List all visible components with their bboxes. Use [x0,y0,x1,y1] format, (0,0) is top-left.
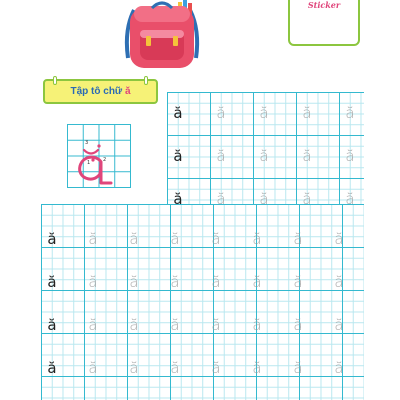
model-letter: ă [47,273,57,291]
trace-letter[interactable]: ă [293,316,303,334]
demo-letter-figure [67,124,131,188]
trace-letter[interactable]: ă [259,190,269,208]
sticker-label: Sticker [307,0,341,10]
trace-letter[interactable]: ă [129,316,139,334]
trace-letter[interactable]: ă [129,273,139,291]
trace-letter[interactable]: ă [345,190,355,208]
model-letter: ă [47,316,57,334]
stroke-number-1: 1 [87,160,91,166]
trace-letter[interactable]: ă [302,190,312,208]
stroke-number-3: 3 [85,140,89,146]
trace-letter[interactable]: ă [170,316,180,334]
trace-letter[interactable]: ă [334,230,344,248]
trace-letter[interactable]: ă [211,316,221,334]
trace-letter[interactable]: ă [88,273,98,291]
trace-letter[interactable]: ă [293,273,303,291]
trace-letter[interactable]: ă [211,359,221,377]
stroke-number-2: 2 [103,157,107,163]
trace-letter[interactable]: ă [211,273,221,291]
title-prefix: Tập tô chữ [70,86,125,97]
trace-letter[interactable]: ă [334,359,344,377]
demo-letter-a-stroke [80,157,111,183]
model-letter: ă [173,104,183,122]
model-letter: ă [47,230,57,248]
trace-letter[interactable]: ă [88,316,98,334]
trace-letter[interactable]: ă [88,359,98,377]
trace-letter[interactable]: ă [252,273,262,291]
trace-letter[interactable]: ă [293,359,303,377]
title-letter: ă [124,86,131,97]
practice-grid-main [41,204,364,400]
model-letter: ă [47,359,57,377]
trace-letter[interactable]: ă [345,147,355,165]
trace-letter[interactable]: ă [252,359,262,377]
trace-letter[interactable]: ă [170,359,180,377]
trace-letter[interactable]: ă [129,230,139,248]
trace-letter[interactable]: ă [252,230,262,248]
title-badge [43,79,158,104]
trace-letter[interactable]: ă [334,273,344,291]
ring-icon [144,76,148,85]
trace-letter[interactable]: ă [259,104,269,122]
demo-breve-stroke [84,150,98,154]
trace-letter[interactable]: ă [216,104,226,122]
trace-letter[interactable]: ă [170,230,180,248]
trace-letter[interactable]: ă [334,316,344,334]
sticker-box [288,0,360,46]
backpack-icon [112,0,212,70]
practice-grid-top [167,92,364,214]
trace-letter[interactable]: ă [293,230,303,248]
trace-letter[interactable]: ă [302,104,312,122]
trace-letter[interactable]: ă [302,147,312,165]
trace-letter[interactable]: ă [259,147,269,165]
ring-icon [53,76,57,85]
trace-letter[interactable]: ă [170,273,180,291]
model-letter: ă [173,190,183,208]
trace-letter[interactable]: ă [345,104,355,122]
trace-letter[interactable]: ă [129,359,139,377]
trace-letter[interactable]: ă [216,147,226,165]
page-title [45,86,156,97]
trace-letter[interactable]: ă [252,316,262,334]
trace-letter[interactable]: ă [216,190,226,208]
model-letter: ă [173,147,183,165]
trace-letter[interactable]: ă [88,230,98,248]
trace-letter[interactable]: ă [211,230,221,248]
